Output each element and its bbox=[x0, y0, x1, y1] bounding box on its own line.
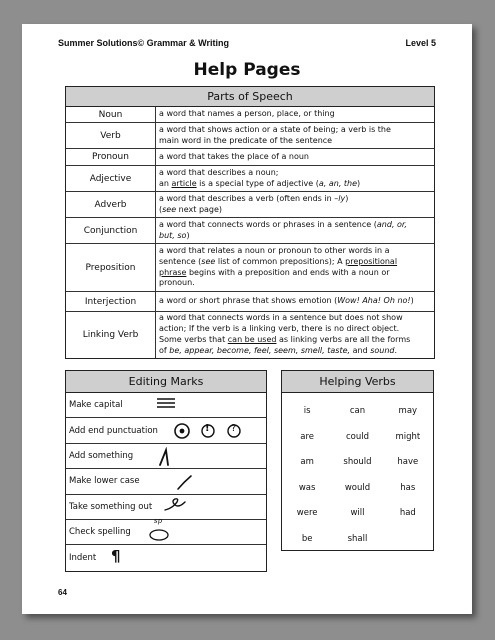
term-preposition: Preposition bbox=[66, 244, 156, 291]
term-conjunction: Conjunction bbox=[66, 218, 156, 243]
definition-line: a word that shows action or a state of being; a verb is the bbox=[159, 124, 391, 134]
editing-marks-box bbox=[65, 370, 267, 572]
definition-line: a word or short phrase that shows emotion (Wow! Aha! Oh no!) bbox=[159, 296, 414, 306]
definition-line: phrase begins with a preposition and ends with a noun or bbox=[159, 267, 390, 277]
worksheet-page bbox=[22, 24, 472, 614]
definition-line: a word that describes a noun; bbox=[159, 167, 279, 177]
list-item bbox=[66, 393, 266, 418]
definition-line: pronoun. bbox=[159, 278, 195, 288]
caret-insert-icon bbox=[158, 447, 172, 470]
definition-line: a word that connects words or phrases in a sentence (and, or, bbox=[159, 219, 407, 229]
triple-underline-icon bbox=[156, 397, 176, 412]
definition bbox=[156, 107, 434, 122]
term-verb: Verb bbox=[66, 123, 156, 148]
table-row bbox=[66, 123, 434, 149]
mark-label: Make capital bbox=[69, 400, 123, 411]
helping-verbs-grid bbox=[282, 393, 433, 553]
table-row bbox=[66, 244, 434, 292]
mark-label: Add something bbox=[69, 450, 134, 461]
book-title-header: Summer Solutions© Grammar & Writing bbox=[58, 38, 229, 48]
table-row bbox=[66, 107, 434, 123]
helping-verbs-heading: Helping Verbs bbox=[282, 371, 433, 393]
delete-loop-icon bbox=[163, 496, 189, 519]
verb-word: am bbox=[300, 457, 314, 468]
list-item bbox=[66, 418, 266, 443]
verb-word: had bbox=[399, 508, 416, 519]
term-adverb: Adverb bbox=[66, 192, 156, 217]
term-pronoun: Pronoun bbox=[66, 149, 156, 165]
verb-word bbox=[383, 527, 433, 553]
verb-word: might bbox=[395, 431, 421, 442]
sp-glyph: sp bbox=[154, 516, 163, 525]
verb-word: may bbox=[398, 406, 418, 416]
verb-word: should bbox=[343, 457, 372, 468]
verb-word: could bbox=[345, 431, 369, 442]
verb-word: be bbox=[301, 533, 313, 544]
definition bbox=[156, 244, 434, 291]
term-adjective: Adjective bbox=[66, 166, 156, 191]
mark-label: Add end punctuation bbox=[69, 425, 158, 436]
term-interjection: Interjection bbox=[66, 292, 156, 311]
question-glyph: ? bbox=[231, 423, 237, 435]
definition-line: a word that describes a verb (often ends in –ly) bbox=[159, 193, 349, 203]
definition-line: sentence (see list of common prepositions); A prepositional bbox=[159, 256, 398, 266]
page-number: 64 bbox=[58, 588, 67, 597]
definition-line: main word in the predicate of the sentence bbox=[159, 135, 333, 145]
level-header: Level 5 bbox=[405, 38, 436, 48]
definition-line: of be, appear, become, feel, seem, smell, taste, and sound. bbox=[159, 345, 398, 355]
verb-word: shall bbox=[347, 533, 368, 544]
parts-of-speech-table bbox=[65, 86, 435, 359]
definition-line: (see next page) bbox=[159, 204, 223, 214]
verb-word: was bbox=[298, 482, 316, 493]
verb-word: will bbox=[350, 508, 365, 519]
definition bbox=[156, 218, 434, 243]
page-title: Help Pages bbox=[193, 60, 301, 80]
term-noun: Noun bbox=[66, 107, 156, 122]
table-row bbox=[66, 312, 434, 358]
mark-label: Make lower case bbox=[69, 476, 140, 487]
list-item bbox=[66, 545, 266, 570]
verb-word: would bbox=[344, 482, 371, 493]
verb-word: were bbox=[296, 508, 318, 519]
definition-line: a word that names a person, place, or thing bbox=[159, 109, 335, 119]
definition-line: a word that takes the place of a noun bbox=[159, 151, 310, 161]
list-item bbox=[66, 495, 266, 520]
definition-line: but, so) bbox=[159, 230, 190, 240]
mark-label: Indent bbox=[69, 553, 97, 564]
circle-sp-icon bbox=[148, 524, 172, 545]
definition bbox=[156, 166, 434, 191]
definition-line: a word that relates a noun or pronoun to other words in a bbox=[159, 245, 390, 255]
definition-line: an article is a special type of adjective (a, an, the) bbox=[159, 178, 361, 188]
definition bbox=[156, 292, 434, 311]
mark-label: Check spelling bbox=[69, 527, 131, 538]
exclamation-glyph: ! bbox=[205, 423, 210, 435]
definition bbox=[156, 312, 434, 358]
helping-verbs-box bbox=[281, 370, 434, 551]
parts-of-speech-heading: Parts of Speech bbox=[66, 87, 434, 107]
editing-marks-heading: Editing Marks bbox=[66, 371, 266, 393]
list-item bbox=[66, 444, 266, 469]
definition bbox=[156, 149, 434, 165]
table-row bbox=[66, 292, 434, 312]
definition-line: Some verbs that can be used as linking verbs are all the forms bbox=[159, 335, 411, 344]
verb-word: has bbox=[400, 482, 416, 493]
definition bbox=[156, 192, 434, 217]
table-row bbox=[66, 218, 434, 244]
verb-word: have bbox=[397, 457, 419, 468]
table-row bbox=[66, 149, 434, 166]
table-row bbox=[66, 192, 434, 218]
slash-icon bbox=[176, 473, 194, 494]
paragraph-icon: ¶ bbox=[111, 547, 121, 566]
list-item bbox=[66, 516, 266, 545]
mark-label: Take something out bbox=[69, 501, 153, 512]
definition-line: action; If the verb is a linking verb, there is no direct object. bbox=[159, 324, 400, 334]
verb-word: can bbox=[349, 406, 366, 416]
verb-word: is bbox=[303, 406, 311, 416]
term-linking-verb: Linking Verb bbox=[66, 312, 156, 358]
table-row bbox=[66, 166, 434, 192]
definition bbox=[156, 123, 434, 148]
list-item bbox=[66, 469, 266, 494]
definition-line: a word that connects words in a sentence but does not show bbox=[159, 313, 403, 323]
verb-word: are bbox=[300, 431, 315, 442]
